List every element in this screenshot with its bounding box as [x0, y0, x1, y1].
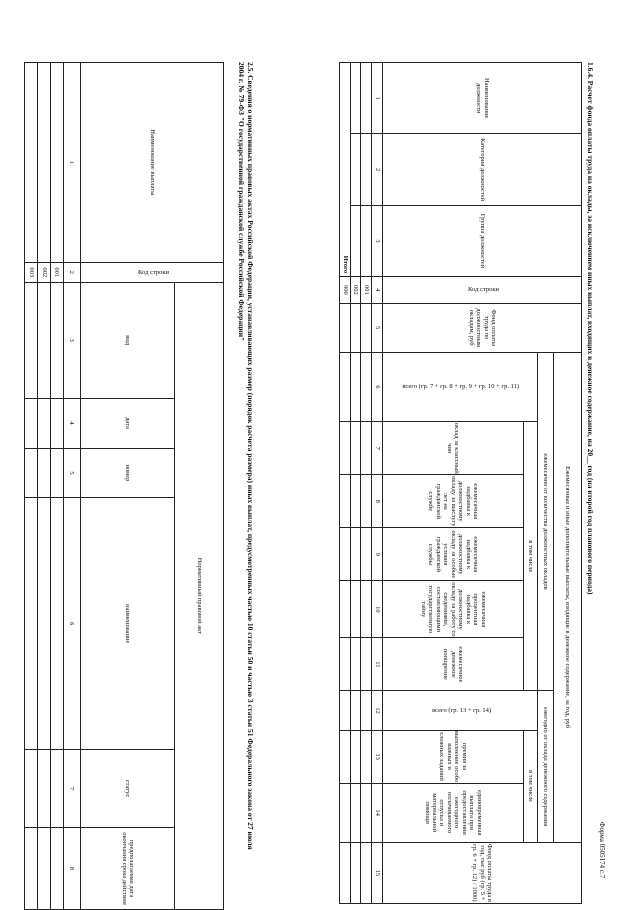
- col-line-code: Код строки: [383, 277, 582, 304]
- col-num: 1: [371, 63, 383, 134]
- row-code: 003: [25, 262, 38, 282]
- col-10: ежемесячная процентная надбавка к должностному окладу за работу со сведениями, составляющими государственную тайну: [383, 581, 523, 638]
- cell[interactable]: [340, 842, 351, 903]
- column-number-row: [63, 63, 80, 910]
- cell[interactable]: [340, 783, 351, 842]
- row-code: 001: [361, 277, 372, 304]
- cell[interactable]: [350, 691, 361, 730]
- col-num: 8: [63, 828, 80, 910]
- legal-acts-table: [24, 62, 224, 910]
- cell[interactable]: [25, 750, 38, 828]
- col-name: Наименование должности: [383, 63, 582, 134]
- cell[interactable]: [50, 282, 63, 398]
- cell[interactable]: [340, 528, 351, 581]
- col-6: всего (гр. 7 + гр. 8 + гр. 9 + гр. 10 + гр. 11): [383, 352, 537, 422]
- cell[interactable]: [350, 783, 361, 842]
- cell[interactable]: [25, 448, 38, 498]
- col-7: оклад за классный чин: [383, 422, 523, 475]
- cell[interactable]: [361, 475, 372, 528]
- cell[interactable]: [37, 448, 50, 498]
- col-num: 15: [371, 842, 383, 903]
- col-9: ежемесячная надбавка к должностному окладу за особые условия гражданской службы: [383, 528, 523, 581]
- salary-fund-table: [339, 62, 582, 904]
- col-num: 7: [371, 422, 383, 475]
- total-code: 900: [340, 277, 351, 304]
- col-num: 6: [63, 498, 80, 750]
- col-11: ежемесячное денежное поощрение: [383, 638, 523, 691]
- col-num: 2: [63, 262, 80, 282]
- cell[interactable]: [37, 498, 50, 750]
- section2-title: 2.5. Сведения о нормативных правовых актах Российской Федерации, устанавливающих размер (порядок расчета размера) иных выплат, предусмотренных частью 10 статьи 50 и частью 3 статьи 51 Федерального закона от 27 июля 2004 г. № 79-ФЗ "О государственной гражданской службе Российской Федерации": [237, 62, 255, 850]
- cell[interactable]: [350, 842, 361, 903]
- col-8: ежемесячная надбавка к должностному окладу за выслугу лет на гражданской службе: [383, 475, 523, 528]
- cell[interactable]: [350, 638, 361, 691]
- col-12: всего (гр. 13 + гр. 14): [383, 691, 537, 730]
- form-code: Форма 0505174 с.7: [598, 822, 606, 879]
- cell[interactable]: [50, 448, 63, 498]
- cell[interactable]: [350, 303, 361, 352]
- col-13: премия за выполнение особо важных и сложных заданий: [383, 730, 523, 783]
- total-row: [340, 63, 351, 904]
- cell[interactable]: [361, 352, 372, 422]
- cell[interactable]: [50, 398, 63, 448]
- cell[interactable]: [50, 63, 63, 263]
- cell[interactable]: [350, 475, 361, 528]
- cell[interactable]: [25, 398, 38, 448]
- cell[interactable]: [340, 303, 351, 352]
- table-row: [350, 63, 361, 904]
- col-date: дата: [80, 398, 174, 448]
- cell[interactable]: [25, 498, 38, 750]
- col-fund-positions: Фонд оплаты труда по должностным окладам, руб: [383, 303, 582, 352]
- cell[interactable]: [350, 134, 361, 205]
- cell[interactable]: [361, 528, 372, 581]
- col-group: Группа должностей: [383, 205, 582, 276]
- cell[interactable]: [361, 205, 372, 276]
- col-num: 6: [371, 352, 383, 422]
- table-row: [37, 63, 50, 910]
- col-payment: Наименование выплаты: [80, 63, 223, 263]
- yearly-header: ежегодно от оклада денежного содержания: [537, 691, 553, 842]
- cell[interactable]: [361, 730, 372, 783]
- cell[interactable]: [361, 638, 372, 691]
- col-14: единовременная выплата при предоставлении ежегодного оплачиваемого отпуска и материальной помощи: [383, 783, 523, 842]
- cell[interactable]: [350, 581, 361, 638]
- row-code: 002: [37, 262, 50, 282]
- cell[interactable]: [50, 498, 63, 750]
- cell[interactable]: [25, 282, 38, 398]
- col-num: 4: [371, 277, 383, 304]
- total-label: Итого: [340, 63, 351, 277]
- cell[interactable]: [340, 638, 351, 691]
- col-num: 3: [63, 282, 80, 398]
- cell[interactable]: [361, 842, 372, 903]
- col-number: номер: [80, 448, 174, 498]
- col-num: 10: [371, 581, 383, 638]
- cell[interactable]: [361, 783, 372, 842]
- cell[interactable]: [340, 475, 351, 528]
- cell[interactable]: [340, 691, 351, 730]
- col-expiry: предполагаемая дата окончания срока действия: [80, 828, 174, 910]
- monthly-incl: в том числе: [523, 422, 537, 691]
- cell[interactable]: [361, 63, 372, 134]
- col-num: 11: [371, 638, 383, 691]
- col-num: 14: [371, 783, 383, 842]
- table-row: [25, 63, 38, 910]
- cell[interactable]: [361, 134, 372, 205]
- cell[interactable]: [340, 422, 351, 475]
- col-num: 7: [63, 750, 80, 828]
- cell[interactable]: [37, 750, 50, 828]
- col-num: 3: [371, 205, 383, 276]
- cell[interactable]: [350, 205, 361, 276]
- col-num: 9: [371, 528, 383, 581]
- cell[interactable]: [361, 422, 372, 475]
- cell[interactable]: [361, 581, 372, 638]
- col-status: статус: [80, 750, 174, 828]
- col-title: наименование: [80, 498, 174, 750]
- col-allowances-header: Ежемесячные и иные дополнительные выплаты, входящие в денежное содержание, за год, руб: [553, 352, 581, 842]
- col-num: 2: [371, 134, 383, 205]
- col-num: 13: [371, 730, 383, 783]
- cell[interactable]: [37, 63, 50, 263]
- cell[interactable]: [37, 398, 50, 448]
- yearly-incl: в том числе: [523, 730, 537, 842]
- table-row: [361, 63, 372, 904]
- col-category: Категория должностей: [383, 134, 582, 205]
- cell[interactable]: [50, 828, 63, 910]
- section-title: 1.6.4. Расчет фонда оплаты труда на оклады, за исключением иных выплат, входящих в денежное содержание, на 20__ год (на второй год планового периода): [586, 62, 595, 595]
- cell[interactable]: [361, 303, 372, 352]
- cell[interactable]: [340, 730, 351, 783]
- col-npa: Нормативный правовой акт: [175, 282, 224, 909]
- col-15: Фонд оплаты труда в год, тыс руб (гр. 5 + гр. 6 + гр. 12) / 1000): [383, 842, 582, 903]
- cell[interactable]: [361, 691, 372, 730]
- cell[interactable]: [37, 828, 50, 910]
- col-num: 5: [63, 448, 80, 498]
- cell[interactable]: [350, 63, 361, 134]
- col-type: вид: [80, 282, 174, 398]
- table-row: [50, 63, 63, 910]
- cell[interactable]: [50, 750, 63, 828]
- col-num: 12: [371, 691, 383, 730]
- row-code: 001: [50, 262, 63, 282]
- col-num: 8: [371, 475, 383, 528]
- cell[interactable]: [25, 63, 38, 263]
- col-code: Код строки: [80, 262, 223, 282]
- cell[interactable]: [340, 352, 351, 422]
- monthly-header: ежемесячно от количества должностных окладов: [537, 352, 553, 691]
- cell[interactable]: [37, 282, 50, 398]
- cell[interactable]: [350, 422, 361, 475]
- row-code: 002: [350, 277, 361, 304]
- cell[interactable]: [350, 352, 361, 422]
- column-number-row: [371, 63, 383, 904]
- col-num: 5: [371, 303, 383, 352]
- cell[interactable]: [350, 528, 361, 581]
- cell[interactable]: [340, 581, 351, 638]
- col-num: 4: [63, 398, 80, 448]
- col-num: 1: [63, 63, 80, 263]
- cell[interactable]: [25, 828, 38, 910]
- cell[interactable]: [350, 730, 361, 783]
